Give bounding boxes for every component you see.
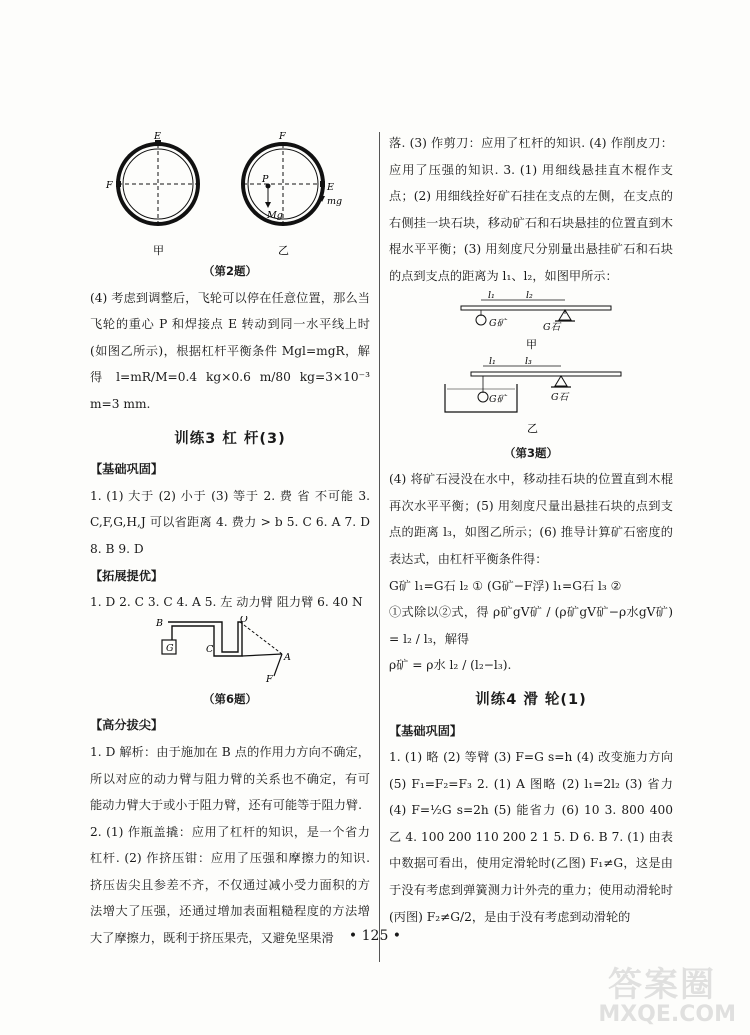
label-f6: F: [266, 673, 273, 685]
label-g-stone: G石: [543, 321, 561, 333]
high-score-answer-1: 1. D 解析：由于施加在 B 点的作用力方向不确定，所以对应的动力臂与阻力臂的关系也不确定，有可能动力臂大于或小于阻力臂，还有可能等于阻力臂.: [90, 744, 370, 813]
label-g-stone-b: G石: [551, 391, 569, 403]
label-f2: F: [279, 131, 286, 142]
section-title-3: 训练3 杠 杆(3): [174, 430, 286, 447]
label-c: C: [206, 643, 214, 655]
label-mg-big: Mg: [267, 210, 283, 221]
left-column: [90, 130, 370, 952]
label-mg-small: mg: [327, 196, 343, 207]
label-e2: E: [327, 182, 334, 193]
right-column: [389, 130, 673, 930]
figure-2-caption: （第2题）: [202, 264, 257, 278]
fig-label-yi: 乙: [278, 244, 289, 257]
heading-extension: 【拓展提优】: [90, 568, 164, 583]
label-e: E: [154, 131, 161, 142]
basic-answers: 1. (1) 大于 (2) 小于 (3) 等于 2. 费 省 不可能 3. C,F,G,H,J 可以省距离 4. 费力 > b 5. C 6. A 7. D 8. B 9. D: [90, 488, 370, 556]
watermark-logo: [596, 957, 736, 1029]
label-o: O: [240, 615, 248, 625]
answer-continued: 落. (3) 作剪刀：应用了杠杆的知识. (4) 作削皮刀：应用了压强的知识. 3. (1) 用细线悬挂直木棍作支点；(2) 用细线拴好矿石挂在支点的左侧，在支点的右侧挂一块石块，移动矿石和石块悬挂的位置直到木棍水平平衡；(3) 用刻度尺分别量出悬挂矿石和石块的点到支点的距离为 l₁、l₂，如图甲所示：: [389, 136, 673, 283]
equation-3: ρ矿 = ρ水 l₂ / (l₂−l₃).: [389, 658, 512, 673]
label-l1: l₁: [488, 289, 495, 301]
figure-3-caption: （第3题）: [503, 445, 558, 460]
fig3-label-jia: 甲: [526, 337, 537, 351]
label-g: G: [166, 642, 174, 654]
fig-label-jia: 甲: [153, 244, 164, 257]
answer-paragraph: (4) 考虑到调整后，飞轮可以停在任意位置，那么当飞轮的重心 P 和焊接点 E 转动到同一水平线上时(如图乙所示)，根据杠杆平衡条件 Mgl=mgR，解得 l=mR/M=0.4 kg×0.6 m/80 kg=3×10⁻³ m=3 mm.: [90, 290, 370, 411]
label-b: B: [156, 617, 163, 629]
section-title-4: 训练4 滑 轮(1): [475, 691, 587, 708]
answer-steps: (4) 将矿石浸没在水中，移动挂石块的位置直到木棍再次水平平衡；(5) 用刻度尺量出悬挂石块的点到支点的距离 l₃，如图乙所示；(6) 推导计算矿石密度的表达式，由杠杆平衡条件得：: [389, 472, 673, 566]
fig3-label-yi: 乙: [527, 421, 538, 435]
label-a: A: [284, 651, 291, 663]
label-f: F: [106, 180, 113, 191]
label-p: P: [262, 174, 269, 185]
equation-1: G矿 l₁=G石 l₂ ① (G矿−F浮) l₁=G石 l₃ ②: [389, 578, 622, 593]
column-divider: [379, 132, 380, 962]
equation-2: ①式除以②式，得 ρ矿gV矿 / (ρ矿gV矿−ρ水gV矿) = l₂ / l₃，解得: [389, 605, 673, 646]
heading-high-score: 【高分拔尖】: [90, 718, 164, 733]
heading-basic: 【基础巩固】: [90, 462, 164, 477]
heading-basic-2: 【基础巩固】: [389, 723, 463, 738]
watermark-url: MXQE.COM: [598, 1002, 736, 1027]
label-l2: l₂: [526, 289, 533, 301]
extension-answers: 1. D 2. C 3. C 4. A 5. 左 动力臂 阻力臂 6. 40 N: [90, 595, 363, 610]
figure-2-flywheels: [100, 130, 360, 258]
watermark-text: 答案圈: [608, 965, 716, 1005]
figure-3-lever-experiment: [431, 290, 631, 440]
label-g-ore: G矿: [489, 317, 507, 329]
label-g-ore-b: G矿: [489, 393, 507, 405]
page-number: • 125 •: [348, 928, 402, 944]
figure-6-caption: （第6题）: [202, 691, 257, 706]
figure-6-lever: [150, 616, 310, 686]
label-l1-b: l₁: [489, 355, 496, 367]
basic-answers-2: 1. (1) 略 (2) 等臂 (3) F=G s=h (4) 改变施力方向 (5) F₁=F₂=F₃ 2. (1) A 图略 (2) l₁=2l₂ (3) 省力 (4) F=½G s=2h (5) 能省力 (6) 10 3. 800 400 乙 4. 100 200 110 200 2 1 5. D 6. B 7. (1) 由表中数据可看出，使用定滑轮时(乙图) F₁≠G，这是由于没有考虑到弹簧测力计外壳的重力；使用动滑轮时(丙图) F₂≠G/2，是由于没有考虑到动滑轮的: [389, 750, 673, 924]
high-score-answer-2: 2. (1) 作瓶盖撬：应用了杠杆的知识，是一个省力杠杆. (2) 作挤压钳：应用了压强和摩擦力的知识. 挤压齿尖且参差不齐，不仅通过减小受力面积的方法增大了压强，还通过增加表面粗糙程度的方法增大了摩擦力，既利于挤压果壳，又避免坚果滑: [90, 824, 370, 946]
label-l3: l₃: [525, 355, 532, 367]
